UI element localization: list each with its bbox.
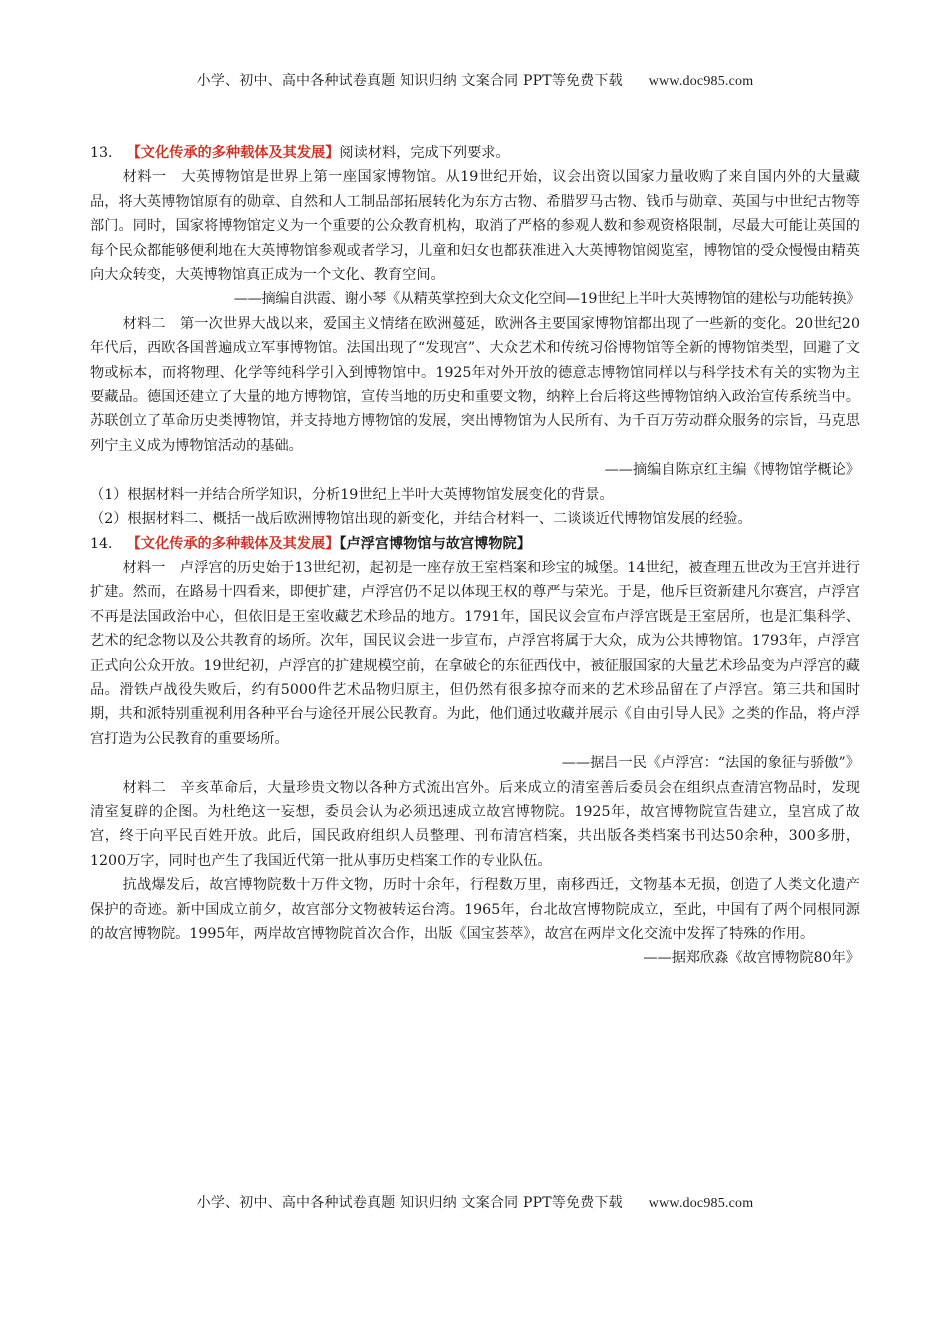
question-14-subtitle: 【卢浮宫博物馆与故宫博物院】 (339, 535, 531, 552)
question-14-material-1: 材料一 卢浮宫的历史始于13世纪初，起初是一座存放王室档案和珍宝的城堡。14世纪，被查理五世改为王宫并进行扩建。然而，在路易十四看来，即便扩建，卢浮宫仍不足以体现王权的尊严与荣光。于是，他斥巨资新建凡尔赛宫，卢浮宫不再是法国政治中心，但依旧是王室收藏艺术珍品的地方。1791年，国民议会宣布卢浮宫既是王室居所，也是汇集科学、艺术的纪念物以及公共教育的场所。次年，国民议会进一步宣布，卢浮宫将属于大众，成为公共博物馆。1793年，卢浮宫正式向公众开放。19世纪初，卢浮宫的扩建规模空前，在拿破仑的东征西伐中，被征服国家的大量艺术珍品变为卢浮宫的藏品。滑铁卢战役失败后，约有5000件艺术品物归原主，但仍然有很多掠夺而来的艺术珍品留在了卢浮宫。第三共和国时期，共和派特别重视利用各种平台与途径开展公民教育。为此，他们通过收藏并展示《自由引导人民》之类的作品，将卢浮宫打造为公民教育的重要场所。 (90, 559, 860, 747)
page-header (0, 70, 950, 90)
question-14-source-2: ——据郑欣淼《故宫博物院80年》 (643, 950, 860, 967)
question-14-material-2: 材料二 辛亥革命后，大量珍贵文物以各种方式流出宫外。后来成立的清室善后委员会在组织点查清宫物品时，发现清室复辟的企图。为杜绝这一妄想，委员会认为必须迅速成立故宫博物院。1925年，故宫博物院宣告建立，皇宫成了故宫，终于向平民百姓开放。此后，国民政府组织人员整理、刊布清宫档案，共出版各类档案书刊达50余种，300多册，1200万字，同时也产生了我国近代第一批从事历史档案工作的专业队伍。 (90, 779, 860, 869)
question-13-material-1: 材料一 大英博物馆是世界上第一座国家博物馆。从19世纪开始，议会出资以国家力量收购了来自国内外的大量藏品，将大英博物馆原有的勋章、自然和人工制品部拓展转化为东方古物、希腊罗马古物、钱币与勋章、英国与中世纪古物等部门。同时，国家将博物馆定义为一个重要的公众教育机构，取消了严格的参观人数和参观资格限制，尽最大可能让英国的每个民众都能够便利地在大英博物馆参观或者学习，儿童和妇女也都获准进入大英博物馆阅览室，博物馆的受众慢慢由精英向大众转变，大英博物馆真正成为一个文化、教育空间。 (90, 169, 860, 284)
question-13-tag: 【文化传承的多种载体及其发展】 (126, 145, 340, 161)
page-footer (0, 1192, 950, 1212)
question-13-source-1: ——摘编自洪霞、谢小琴《从精英掌控到大众文化空间—19世纪上半叶大英博物馆的建松与功能转换》 (233, 291, 860, 308)
question-13-subquestion-1: （1）根据材料一并结合所学知识，分析19世纪上半叶大英博物馆发展变化的背景。 (90, 486, 614, 503)
question-13-source-2: ——摘编自陈京红主编《博物馆学概论》 (604, 462, 860, 479)
question-13-number: 13. (90, 145, 113, 161)
question-13-instruction: 阅读材料，完成下列要求。 (339, 145, 510, 161)
question-14-source-1: ——据吕一民《卢浮宫：“法国的象征与骄傲”》 (561, 755, 860, 772)
header-text: 小学、初中、高中各种试卷真题 知识归纳 文案合同 PPT等免费下载 (196, 73, 623, 89)
question-14-material-2-continued: 抗战爆发后，故宫博物院数十万件文物，历时十余年，行程数万里，南移西迁，文物基本无损，创造了人类文化遗产保护的奇迹。新中国成立前夕，故宫部分文物被转运台湾。1965年，台北故宫博物院成立，至此，中国有了两个同根同源的故宫博物院。1995年，两岸故宫博物院首次合作，出版《国宝荟萃》，故宫在两岸文化交流中发挥了特殊的作用。 (90, 877, 860, 942)
header-site[interactable]: www.doc985.com (648, 74, 754, 89)
footer-text: 小学、初中、高中各种试卷真题 知识归纳 文案合同 PPT等免费下载 (196, 1195, 623, 1211)
question-14-number: 14. (90, 535, 113, 552)
question-13-subquestion-2: （2）根据材料二、概括一战后欧洲博物馆出现的新变化，并结合材料一、二谈谈近代博物馆发展的经验。 (90, 511, 752, 528)
footer-site[interactable]: www.doc985.com (648, 1196, 754, 1211)
question-14-heading (90, 532, 860, 556)
question-13-heading (90, 141, 860, 165)
page-content (90, 141, 860, 971)
question-13-material-2: 材料二 第一次世界大战以来，爱国主义情绪在欧洲蔓延，欧洲各主要国家博物馆都出现了一些新的变化。20世纪20年代后，西欧各国普遍成立军事博物馆。法国出现了“发现宫”、大众艺术和传统习俗博物馆等全新的博物馆类型，回避了文物或标本，而将物理、化学等纯科学引入到博物馆中。1925年对外开放的德意志博物馆同样以与科学技术有关的实物为主要藏品。德国还建立了大量的地方博物馆，宣传当地的历史和重要文物，纳粹上台后将这些博物馆纳入政治宣传系统当中。苏联创立了革命历史类博物馆，并支持地方博物馆的发展，突出博物馆为人民所有、为千百万劳动群众服务的宗旨，马克思列宁主义成为博物馆活动的基础。 (90, 315, 860, 454)
question-14-tag: 【文化传承的多种载体及其发展】 (126, 535, 340, 552)
